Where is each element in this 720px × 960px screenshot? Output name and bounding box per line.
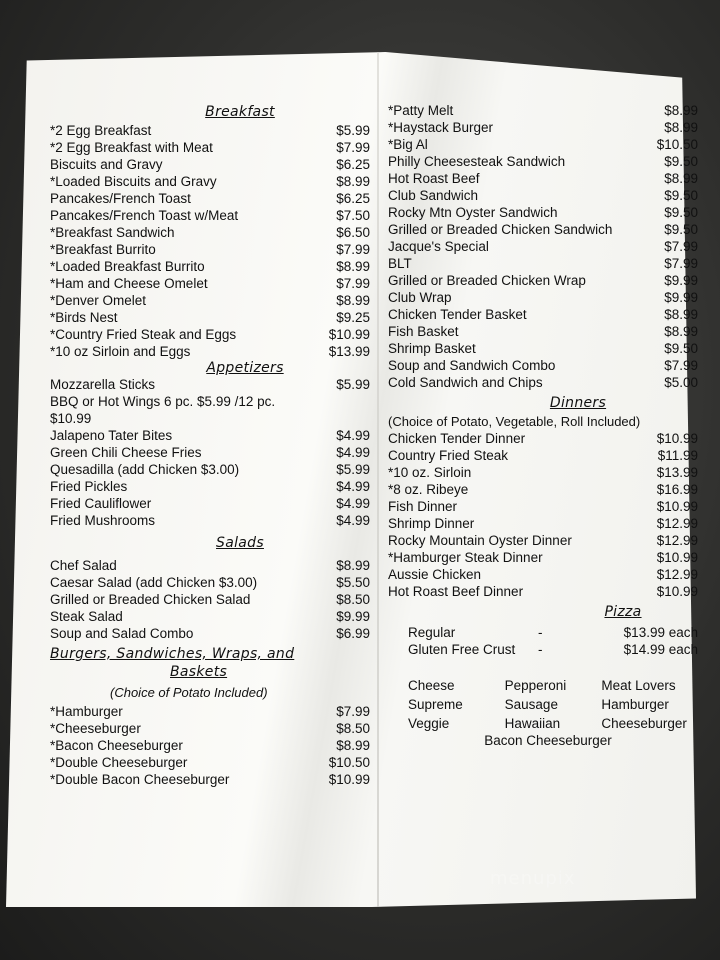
menu-item-name: *10 oz Sirloin and Eggs [50, 344, 191, 359]
menu-item-price: $9.50 [664, 205, 698, 220]
menu-item-name: Fish Dinner [388, 499, 458, 514]
menu-item-price: $7.99 [664, 239, 698, 254]
menu-item-name: *Big Al [388, 137, 428, 152]
menu-item-price: $9.50 [664, 341, 698, 356]
breakfast-list [50, 122, 370, 360]
menu-item-name: Grilled or Breaded Chicken Wrap [388, 273, 586, 288]
menu-item [50, 326, 370, 343]
menu-item-name: *Double Cheeseburger [50, 755, 188, 770]
pizza-topping: Cheeseburger [601, 716, 687, 731]
menu-item-name: Country Fried Steak [388, 448, 509, 463]
menu-item-name: Caesar Salad (add Chicken $3.00) [50, 575, 258, 590]
menu-item [50, 139, 370, 156]
menu-item-price: $5.99 [336, 123, 370, 138]
pizza-size-dash: - [538, 625, 543, 640]
pizza-title: Pizza [604, 604, 642, 620]
menu-item [50, 258, 370, 275]
menu-item-price: $9.99 [336, 609, 370, 624]
pizza-sizes [408, 624, 698, 658]
menu-item-name: Fish Basket [388, 324, 459, 339]
menu-item [50, 461, 370, 478]
pizza-size-price: $14.99 each [623, 642, 698, 657]
menu-item-price: $5.50 [336, 575, 370, 590]
pizza-size-price: $13.99 each [623, 625, 698, 640]
menu-item [388, 153, 698, 170]
pizza-size-row [408, 624, 698, 641]
menu-item-price: $9.50 [664, 222, 698, 237]
menu-item [50, 309, 370, 326]
menu-item-price: $9.99 [664, 290, 698, 305]
menu-item-name: *Haystack Burger [388, 120, 494, 135]
pizza-topping: Meat Lovers [601, 678, 676, 693]
menu-item-name: Club Wrap [388, 290, 452, 305]
menu-item [50, 771, 370, 788]
menu-item [50, 754, 370, 771]
menu-item [50, 376, 370, 393]
pizza-size-name: Gluten Free Crust [408, 642, 516, 657]
menu-item-price: $5.00 [664, 375, 698, 390]
menu-item-name: Hot Roast Beef Dinner [388, 584, 524, 599]
menu-item-price: $5.99 [336, 462, 370, 477]
menu-item-name: *Ham and Cheese Omelet [50, 276, 208, 291]
menu-item [50, 495, 370, 512]
menu-item-price: $7.99 [664, 256, 698, 271]
menu-item-price: $4.99 [336, 445, 370, 460]
menu-item-name: Soup and Sandwich Combo [388, 358, 556, 373]
menu-item-price: $8.99 [664, 324, 698, 339]
dinners-list [388, 430, 698, 600]
menu-item-price [315, 393, 370, 410]
menu-item-price: $8.99 [336, 738, 370, 753]
menu-item-price: $4.99 [336, 479, 370, 494]
menu-item-name: *8 oz. Ribeye [388, 482, 469, 497]
menu-item [388, 289, 698, 306]
menu-item [50, 224, 370, 241]
menu-item-price: $8.99 [664, 103, 698, 118]
menu-item-price: $6.25 [336, 191, 370, 206]
menu-item [50, 207, 370, 224]
breakfast-title: Breakfast [205, 104, 275, 120]
menu-item-price: $6.25 [336, 157, 370, 172]
menu-item [388, 255, 698, 272]
menu-item [50, 122, 370, 139]
menu-item-name: *Bacon Cheeseburger [50, 738, 183, 753]
burgers-title-line2: Baskets [170, 664, 228, 680]
menu-item-price: $5.99 [336, 377, 370, 392]
menu-item [388, 374, 698, 391]
menu-item [388, 187, 698, 204]
burgers-more-list [388, 102, 698, 391]
menu-item [50, 393, 370, 410]
menu-item-price: $7.50 [336, 208, 370, 223]
menu-item-price: $9.50 [664, 188, 698, 203]
menu-item-name: Soup and Salad Combo [50, 626, 194, 641]
menu-item-name: *Birds Nest [50, 310, 118, 325]
pizza-topping: Veggie [408, 716, 450, 731]
burgers-note: (Choice of Potato Included) [110, 685, 268, 700]
menu-item-price: $8.99 [664, 120, 698, 135]
menu-item [388, 238, 698, 255]
menu-item-price: $8.99 [336, 293, 370, 308]
menu-item-name: Philly Cheesesteak Sandwich [388, 154, 566, 169]
menu-item [388, 323, 698, 340]
menu-item-price: $8.50 [336, 592, 370, 607]
menu-item [388, 447, 698, 464]
menu-item-price: $11.99 [657, 448, 698, 463]
menu-item-name: Rocky Mtn Oyster Sandwich [388, 205, 558, 220]
menu-item-name: Rocky Mountain Oyster Dinner [388, 533, 572, 548]
menu-item-price: $10.99 [328, 327, 370, 342]
menu-item-price: $10.50 [656, 137, 698, 152]
menu-item-name: Chicken Tender Basket [388, 307, 527, 322]
menu-item [388, 306, 698, 323]
menu-right-column [388, 102, 698, 748]
menu-item-name: *Hamburger [50, 704, 123, 719]
menu-item-price: $4.99 [336, 428, 370, 443]
menu-item [388, 272, 698, 289]
menu-item [388, 498, 698, 515]
menu-item-name: Steak Salad [50, 609, 123, 624]
salads-list [50, 557, 370, 642]
menu-item-price: $8.50 [336, 721, 370, 736]
menu-item-name: *Country Fried Steak and Eggs [50, 327, 237, 342]
menu-item [50, 343, 370, 360]
salads-title: Salads [216, 535, 264, 551]
menu-item-price: $13.99 [656, 465, 698, 480]
menu-item [50, 703, 370, 720]
menu-item-price: $8.99 [336, 558, 370, 573]
menu-item [50, 720, 370, 737]
menu-item [388, 583, 698, 600]
menu-item [50, 557, 370, 574]
menu-item-price: $7.99 [336, 140, 370, 155]
menu-item [388, 549, 698, 566]
menu-item-price: $12.99 [656, 516, 698, 531]
menu-item-name: *Loaded Biscuits and Gravy [50, 174, 217, 189]
menu-item-price: $4.99 [336, 513, 370, 528]
menu-item-price: $9.25 [336, 310, 370, 325]
menu-item-name: $10.99 [50, 411, 92, 426]
menu-item-name: Pancakes/French Toast w/Meat [50, 208, 239, 223]
menu-item [388, 170, 698, 187]
menu-item-name: Aussie Chicken [388, 567, 482, 582]
menu-item [50, 275, 370, 292]
menu-item [388, 221, 698, 238]
pizza-size-dash: - [538, 642, 543, 657]
menu-item [388, 430, 698, 447]
menu-item [50, 591, 370, 608]
menu-item [388, 532, 698, 549]
menu-item-name: *Breakfast Sandwich [50, 225, 175, 240]
menu-item [50, 427, 370, 444]
menu-item-name: Pancakes/French Toast [50, 191, 191, 206]
menu-item [50, 478, 370, 495]
menu-item-name: Mozzarella Sticks [50, 377, 156, 392]
menu-item-name: Hot Roast Beef [388, 171, 480, 186]
pizza-topping: Pepperoni [504, 678, 567, 693]
menu-item-name: BBQ or Hot Wings 6 pc. $5.99 /12 pc. [50, 394, 276, 409]
menu-item-price: $9.50 [664, 154, 698, 169]
menu-item [50, 156, 370, 173]
menu-item-price: $8.99 [336, 174, 370, 189]
menu-item-name: Club Sandwich [388, 188, 479, 203]
menu-item [388, 481, 698, 498]
appetizers-list [50, 376, 370, 529]
burgers-list [50, 703, 370, 788]
menu-item-name: Chicken Tender Dinner [388, 431, 526, 446]
menu-item [388, 136, 698, 153]
menu-left-column [50, 104, 370, 788]
menu-item-price: $7.99 [336, 242, 370, 257]
menu-item [50, 625, 370, 642]
appetizers-title: Appetizers [206, 360, 284, 376]
menu-item-name: Fried Mushrooms [50, 513, 156, 528]
menu-item-price: $6.50 [336, 225, 370, 240]
burgers-title-line1: Burgers, Sandwiches, Wraps, and [50, 646, 295, 662]
menu-item-name: Fried Cauliflower [50, 496, 152, 511]
menu-item-name: *Breakfast Burrito [50, 242, 156, 257]
menu-item [388, 566, 698, 583]
menu-item-price: $12.99 [656, 567, 698, 582]
menu-item-name: Chef Salad [50, 558, 117, 573]
pizza-topping: Hamburger [601, 697, 669, 712]
pizza-topping: Hawaiian [504, 716, 561, 731]
pizza-size-row [408, 641, 698, 658]
menu-item-name: Green Chili Cheese Fries [50, 445, 202, 460]
menu-item-name: *Denver Omelet [50, 293, 147, 308]
pizza-toppings [408, 676, 698, 733]
menu-item-price: $7.99 [336, 704, 370, 719]
menu-item-price: $10.99 [656, 431, 698, 446]
menu-item [50, 444, 370, 461]
menu-item-price: $7.99 [664, 358, 698, 373]
dinners-title: Dinners [549, 395, 607, 411]
menu-item-price: $12.99 [656, 533, 698, 548]
menu-item-name: *10 oz. Sirloin [388, 465, 472, 480]
menu-item-name: Fried Pickles [50, 479, 128, 494]
menu-item-price: $16.99 [656, 482, 698, 497]
menupix-watermark: menupix [490, 868, 576, 889]
pizza-topping: Cheese [408, 678, 455, 693]
menu-item-name: Shrimp Basket [388, 341, 476, 356]
menu-item [50, 608, 370, 625]
pizza-size-name: Regular [408, 625, 456, 640]
menu-item-name: *2 Egg Breakfast [50, 123, 152, 138]
menu-item [388, 357, 698, 374]
menu-item-price: $10.99 [656, 550, 698, 565]
menu-item-name: *Double Bacon Cheeseburger [50, 772, 230, 787]
menu-item-name: *Patty Melt [388, 103, 454, 118]
menu-item [50, 574, 370, 591]
menu-item-price: $7.99 [336, 276, 370, 291]
menu-item [388, 340, 698, 357]
menu-item-name: Shrimp Dinner [388, 516, 475, 531]
menu-item-price: $8.99 [664, 307, 698, 322]
menu-item-price: $4.99 [336, 496, 370, 511]
menu-item-name: *Loaded Breakfast Burrito [50, 259, 205, 274]
menu-item-price: $6.99 [336, 626, 370, 641]
menu-item [388, 515, 698, 532]
menu-item [50, 512, 370, 529]
menu-item-name: *2 Egg Breakfast with Meat [50, 140, 213, 155]
menu-item-name: Jacque's Special [388, 239, 489, 254]
menu-item-name: Grilled or Breaded Chicken Sandwich [388, 222, 613, 237]
menu-item-name: Cold Sandwich and Chips [388, 375, 543, 390]
menu-item-price: $10.50 [328, 755, 370, 770]
menu-item-price: $8.99 [664, 171, 698, 186]
menu-item [50, 173, 370, 190]
pizza-topping: Sausage [504, 697, 558, 712]
menu-item [388, 464, 698, 481]
menu-item-name: Biscuits and Gravy [50, 157, 163, 172]
menu-item [50, 241, 370, 258]
dinners-note: (Choice of Potato, Vegetable, Roll Included) [388, 414, 641, 429]
menu-item-price: $13.99 [328, 344, 370, 359]
menu-item-price [315, 410, 370, 427]
menu-item [50, 737, 370, 754]
menu-fold [377, 52, 379, 907]
menu-item-price: $9.99 [664, 273, 698, 288]
menu-item-name: BLT [388, 256, 412, 271]
menu-item-price: $10.99 [656, 499, 698, 514]
menu-item-name: *Cheeseburger [50, 721, 141, 736]
menu-item-name: Grilled or Breaded Chicken Salad [50, 592, 251, 607]
menu-item-name: Quesadilla (add Chicken $3.00) [50, 462, 240, 477]
menu-item [50, 410, 370, 427]
burgers-section [50, 646, 370, 701]
menu-item-name: *Hamburger Steak Dinner [388, 550, 543, 565]
menu-item [50, 190, 370, 207]
breakfast-section [110, 104, 370, 120]
menu-item [50, 292, 370, 309]
menu-item [388, 204, 698, 221]
pizza-last-topping: Bacon Cheeseburger [484, 733, 612, 748]
menu-item [388, 119, 698, 136]
menu-item-price: $8.99 [336, 259, 370, 274]
menu-item [388, 102, 698, 119]
menu-item-name: Jalapeno Tater Bites [50, 428, 173, 443]
pizza-topping: Supreme [408, 697, 463, 712]
menu-item-price: $10.99 [328, 772, 370, 787]
menu-item-price: $10.99 [656, 584, 698, 599]
